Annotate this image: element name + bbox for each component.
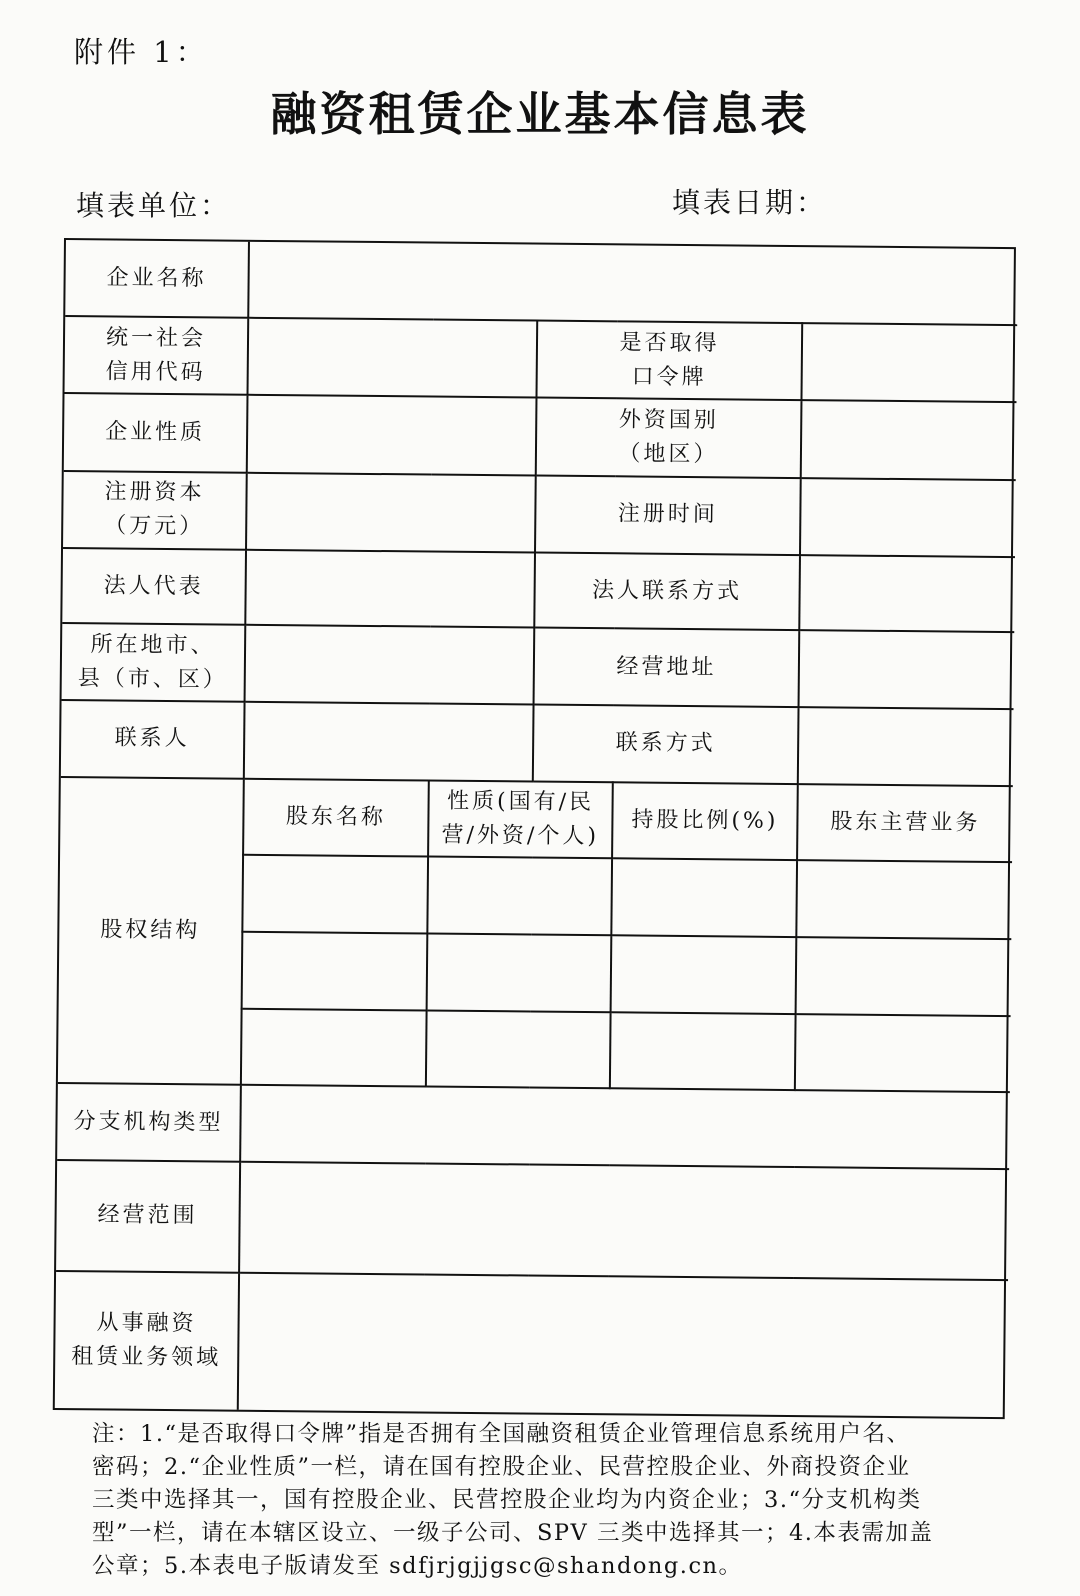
company-name-field[interactable]	[248, 242, 1018, 326]
foreign-country-field[interactable]	[801, 401, 1017, 480]
equity-structure-label: 股权结构	[58, 777, 244, 1086]
contact-person-label: 联系人	[61, 700, 245, 778]
shareholding-ratio-header: 持股比例(%)	[612, 782, 798, 860]
branch-type-field[interactable]	[240, 1085, 1010, 1169]
shareholding-ratio-cell[interactable]	[611, 935, 797, 1014]
business-address-label: 经营地址	[534, 628, 800, 708]
form-notes	[92, 1418, 1012, 1583]
contact-person-field[interactable]	[244, 702, 534, 781]
shareholder-nature-cell[interactable]	[427, 856, 612, 935]
business-scope-label: 经营范围	[56, 1160, 240, 1273]
note-line: 三类中选择其一，国有控股企业、民营控股企业均为内资企业；3.“分支机构类	[92, 1487, 922, 1513]
leasing-fields-label-line2: 租赁业务领域	[71, 1344, 222, 1371]
legal-rep-label: 法人代表	[62, 548, 246, 625]
shareholder-business-header: 股东主营业务	[797, 784, 1013, 862]
shareholder-name-cell[interactable]	[242, 854, 428, 933]
shareholder-business-cell[interactable]	[796, 937, 1012, 1016]
shareholding-ratio-cell[interactable]	[610, 1012, 796, 1090]
note-line: 密码；2.“企业性质”一栏，请在国有控股企业、民营控股企业、外商投资企业	[92, 1454, 911, 1480]
shareholder-business-cell[interactable]	[796, 860, 1012, 939]
credit-code-label	[65, 316, 249, 395]
info-form	[53, 238, 1016, 1419]
business-address-field[interactable]	[799, 630, 1015, 709]
branch-type-label: 分支机构类型	[57, 1083, 241, 1161]
registered-capital-label-line2: （万元）	[104, 513, 205, 540]
registration-time-label: 注册时间	[535, 475, 801, 555]
location-label-line1: 所在地市、	[90, 631, 216, 659]
note-line: 注：1.“是否取得口令牌”指是否拥有全国融资租赁企业管理信息系统用户名、	[92, 1421, 911, 1447]
fill-date-label: 填表日期：	[672, 186, 828, 219]
company-name-label: 企业名称	[65, 240, 249, 318]
location-label	[62, 623, 246, 702]
credit-code-label-line2: 信用代码	[105, 359, 206, 386]
business-scope-field[interactable]	[239, 1161, 1009, 1280]
shareholder-nature-header-line2: 营/外资/个人)	[441, 822, 600, 849]
leasing-fields-label-line1: 从事融资	[96, 1310, 197, 1337]
registered-capital-label-line1: 注册资本	[104, 479, 205, 506]
token-obtained-label-line1: 是否取得	[619, 330, 720, 357]
shareholder-nature-header	[428, 780, 613, 858]
token-obtained-label-line2: 口令牌	[631, 364, 707, 390]
note-line: 型”一栏，请在本辖区设立、一级子公司、SPV 三类中选择其一；4.本表需加盖	[92, 1520, 934, 1546]
registered-capital-label	[63, 471, 247, 550]
leasing-fields-label	[55, 1271, 239, 1410]
form-title: 融资租赁企业基本信息表	[270, 87, 810, 141]
shareholder-nature-cell[interactable]	[427, 933, 612, 1012]
shareholder-name-cell[interactable]	[241, 1009, 427, 1087]
company-nature-field[interactable]	[247, 395, 537, 475]
shareholder-business-cell[interactable]	[795, 1014, 1011, 1092]
token-obtained-field[interactable]	[801, 323, 1017, 402]
shareholder-name-cell[interactable]	[242, 932, 428, 1011]
credit-code-field[interactable]	[247, 318, 537, 398]
legal-rep-field[interactable]	[245, 550, 535, 628]
contact-method-field[interactable]	[798, 707, 1014, 785]
leasing-fields-field[interactable]	[238, 1273, 1008, 1418]
attachment-label: 附件 1：	[74, 35, 209, 69]
shareholding-ratio-cell[interactable]	[611, 858, 797, 937]
foreign-country-label-line1: 外资国别	[618, 407, 719, 434]
credit-code-label-line1: 统一社会	[105, 325, 207, 352]
location-label-line2: 县（市、区）	[77, 665, 228, 693]
legal-contact-field[interactable]	[799, 555, 1015, 632]
contact-method-label: 联系方式	[533, 705, 799, 784]
registered-capital-field[interactable]	[246, 472, 536, 552]
legal-contact-label: 法人联系方式	[534, 552, 800, 630]
info-table	[55, 240, 1018, 1417]
registration-time-field[interactable]	[800, 478, 1016, 557]
note-line: 公章；5.本表电子版请发至 sdfjrjgjjgsc@shandong.cn。	[92, 1553, 743, 1579]
shareholder-name-header: 股东名称	[243, 778, 429, 856]
company-nature-label: 企业性质	[64, 393, 248, 472]
shareholder-nature-header-line1: 性质(国有/民	[446, 788, 595, 815]
shareholder-nature-cell[interactable]	[426, 1011, 611, 1089]
fill-unit-label: 填表单位：	[76, 189, 232, 222]
token-obtained-label	[536, 321, 802, 401]
foreign-country-label-line2: （地区）	[618, 441, 719, 468]
location-field[interactable]	[245, 625, 535, 705]
foreign-country-label	[536, 398, 802, 478]
